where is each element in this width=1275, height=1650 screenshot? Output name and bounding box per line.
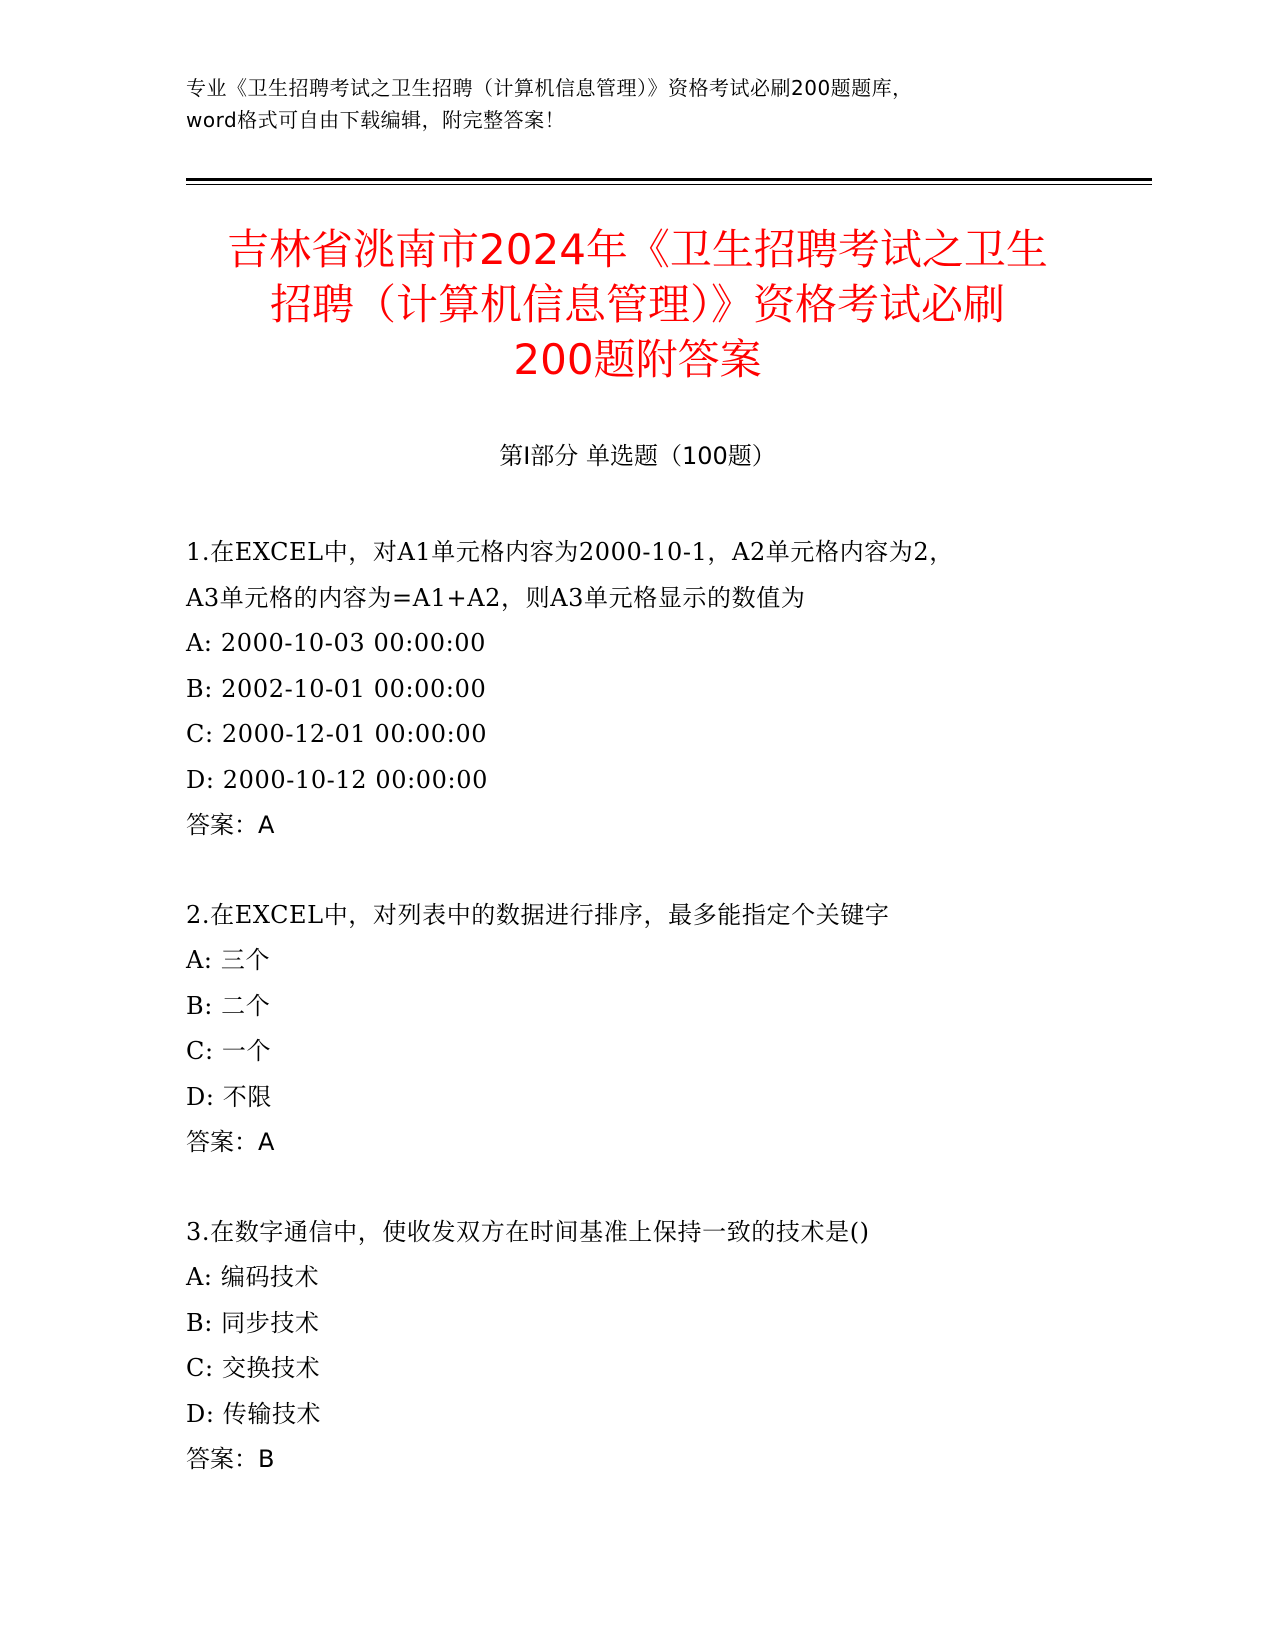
title-line-2: 招聘（计算机信息管理）》资格考试必刷 — [269, 280, 1005, 329]
option-a: A: 三个 — [186, 946, 271, 974]
option-b: B: 2002-10-01 00:00:00 — [186, 674, 487, 703]
header-note-line-2: word格式可自由下载编辑，附完整答案！ — [186, 108, 566, 132]
question-stem-line: 1.在EXCEL中，对A1单元格内容为2000-10-1，A2单元格内容为2， — [186, 538, 954, 566]
section-title: 第I部分 单选题（100题） — [499, 442, 776, 470]
option-a: A: 编码技术 — [186, 1263, 320, 1291]
question-2 — [186, 893, 1146, 1166]
title-line-1: 吉林省洮南市2024年《卫生招聘考试之卫生 — [227, 225, 1048, 274]
option-c: C: 交换技术 — [186, 1354, 321, 1382]
answer: 答案：B — [186, 1445, 275, 1473]
question-3 — [186, 1210, 1146, 1483]
title-line-3: 200题附答案 — [513, 335, 762, 384]
question-stem-line: A3单元格的内容为=A1+A2，则A3单元格显示的数值为 — [186, 583, 806, 612]
header-note — [186, 72, 1086, 136]
question-stem-line: 3.在数字通信中，使收发双方在时间基准上保持一致的技术是() — [186, 1217, 870, 1246]
option-d: D: 不限 — [186, 1082, 272, 1111]
question-stem-line: 2.在EXCEL中，对列表中的数据进行排序，最多能指定个关键字 — [186, 900, 890, 929]
option-c: C: 2000-12-01 00:00:00 — [186, 720, 488, 748]
answer: 答案：A — [186, 811, 275, 839]
header-note-line-1: 专业《卫生招聘考试之卫生招聘（计算机信息管理）》资格考试必刷200题题库， — [186, 76, 913, 100]
question-list — [186, 530, 1146, 1527]
option-d: D: 传输技术 — [186, 1399, 322, 1428]
question-1 — [186, 530, 1146, 849]
divider-thin — [186, 184, 1152, 185]
document-title — [160, 222, 1115, 387]
option-a: A: 2000-10-03 00:00:00 — [186, 629, 487, 657]
divider-thick — [186, 178, 1152, 181]
option-b: B: 同步技术 — [186, 1308, 320, 1337]
option-c: C: 一个 — [186, 1037, 272, 1065]
answer: 答案：A — [186, 1128, 275, 1156]
option-b: B: 二个 — [186, 991, 271, 1020]
option-d: D: 2000-10-12 00:00:00 — [186, 765, 488, 794]
